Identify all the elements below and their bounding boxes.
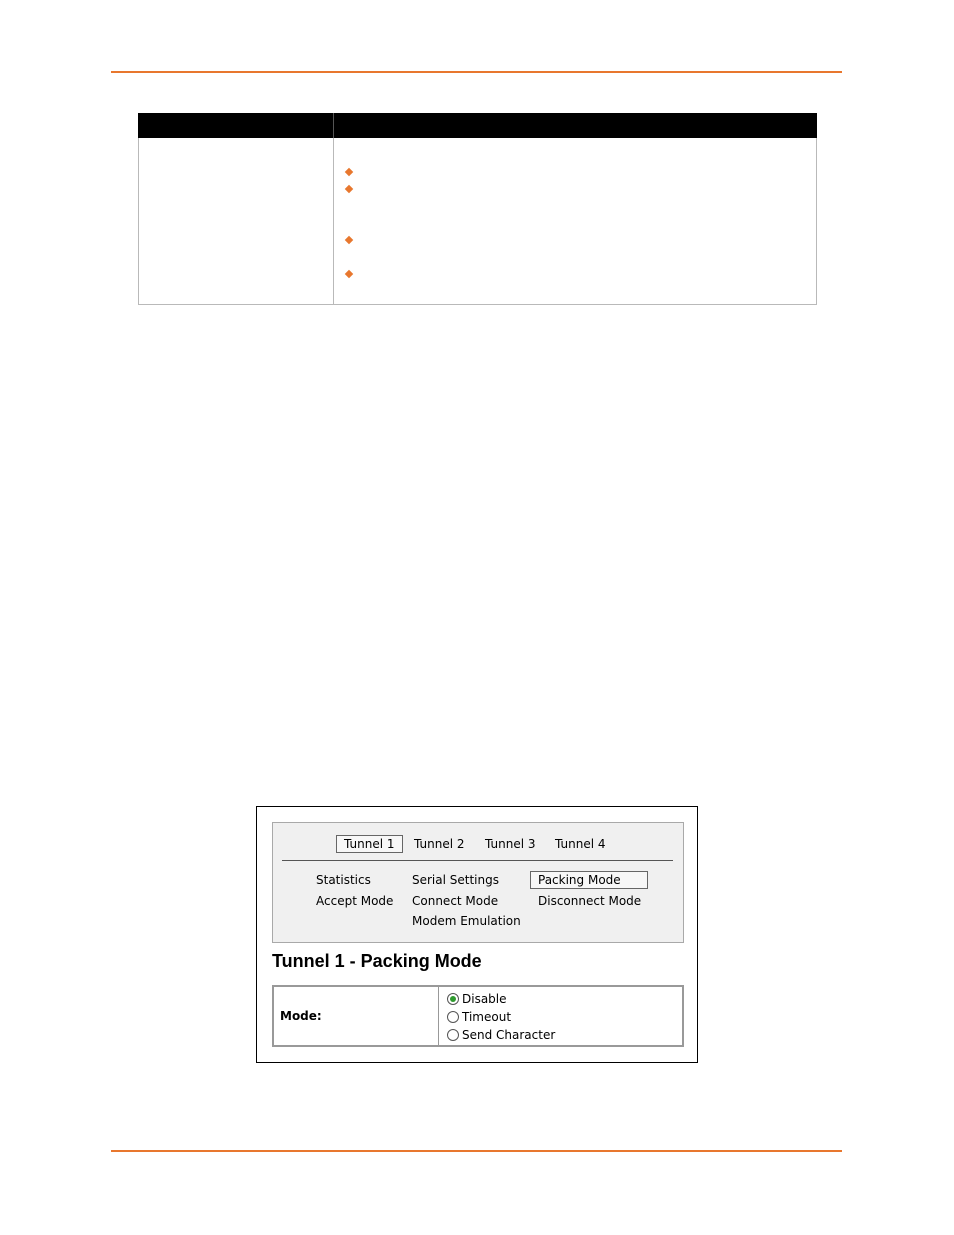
- packing-mode-screenshot: [256, 806, 698, 1063]
- header-column-divider: [333, 113, 334, 138]
- table-column-divider: [333, 138, 334, 305]
- radio-timeout-button[interactable]: [447, 1011, 459, 1023]
- settings-description-table: [138, 113, 817, 305]
- mode-label: Mode:: [280, 1009, 322, 1023]
- nav-connect-mode[interactable]: Connect Mode: [412, 894, 499, 908]
- packing-mode-form: [272, 985, 684, 1047]
- header-rule: [111, 71, 842, 73]
- footer-rule: [111, 1150, 842, 1152]
- nav-packing-mode[interactable]: Packing Mode: [530, 871, 648, 889]
- radio-timeout[interactable]: [447, 1009, 511, 1025]
- nav-statistics[interactable]: Statistics: [316, 873, 371, 887]
- bullet-icon: [345, 168, 353, 176]
- table-header-row: [138, 113, 817, 138]
- page-title: Tunnel 1 - Packing Mode: [272, 951, 482, 971]
- radio-send-character-label: Send Character: [462, 1028, 556, 1042]
- nav-serial-settings[interactable]: Serial Settings: [412, 873, 499, 887]
- radio-timeout-label: Timeout: [462, 1010, 512, 1024]
- radio-send-character[interactable]: [447, 1027, 555, 1043]
- tab-tunnel-2[interactable]: Tunnel 2: [414, 837, 465, 851]
- tab-tunnel-1[interactable]: Tunnel 1: [336, 835, 403, 853]
- nav-modem-emulation[interactable]: Modem Emulation: [412, 914, 521, 928]
- tab-tunnel-4[interactable]: Tunnel 4: [555, 837, 606, 851]
- nav-accept-mode[interactable]: Accept Mode: [316, 894, 394, 908]
- radio-disable-button[interactable]: [447, 993, 459, 1005]
- tunnel-nav-panel: [272, 822, 684, 943]
- radio-send-character-button[interactable]: [447, 1029, 459, 1041]
- bullet-icon: [345, 185, 353, 193]
- nav-disconnect-mode[interactable]: Disconnect Mode: [538, 894, 642, 908]
- form-cell-divider: [438, 987, 439, 1045]
- tab-tunnel-3[interactable]: Tunnel 3: [485, 837, 536, 851]
- radio-disable[interactable]: [447, 991, 507, 1007]
- bullet-icon: [345, 236, 353, 244]
- radio-disable-label: Disable: [462, 992, 507, 1006]
- bullet-icon: [345, 270, 353, 278]
- nav-separator: [282, 860, 673, 861]
